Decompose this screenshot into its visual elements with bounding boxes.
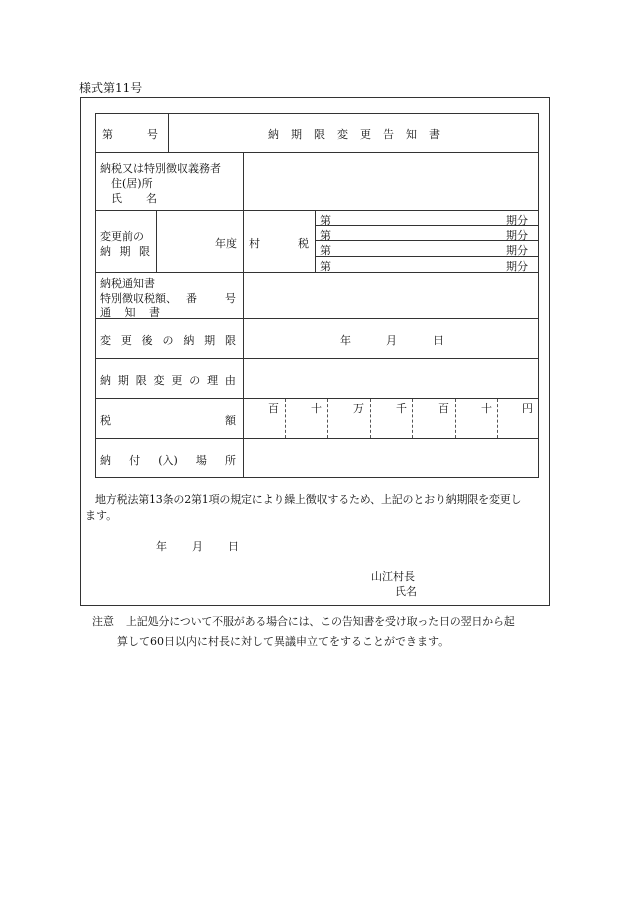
form-title: 納 期 限 変 更 告 知 書 bbox=[268, 128, 440, 141]
new-deadline-year: 年 bbox=[340, 334, 351, 347]
installment-prefix: 第 bbox=[320, 244, 331, 257]
unit-hundred-million: 百 bbox=[268, 402, 279, 415]
tax-amount-label: 税 額 bbox=[100, 414, 236, 427]
row-divider bbox=[95, 358, 539, 359]
installment-suffix: 期分 bbox=[506, 244, 528, 257]
installment-prefix: 第 bbox=[320, 214, 331, 227]
statement-line-1: 地方税法第13条の2第1項の規定により繰上徴収するため、上記のとおり納期限を変更し bbox=[95, 493, 522, 506]
installment-suffix: 期分 bbox=[506, 214, 528, 227]
installment-suffix: 期分 bbox=[506, 260, 528, 273]
issuer-name: 氏名 bbox=[395, 585, 417, 598]
name-label: 氏 名 bbox=[111, 192, 157, 205]
col-divider bbox=[315, 210, 316, 272]
notification-label: 通 知 書 bbox=[100, 306, 160, 319]
fiscal-year-label: 年度 bbox=[215, 237, 237, 250]
col-divider bbox=[156, 210, 157, 272]
notice-number-label-2: 番 号 bbox=[186, 292, 236, 305]
special-collection-label: 特別徴収税額、 bbox=[100, 292, 177, 305]
installment-prefix: 第 bbox=[320, 229, 331, 242]
note-line-1: 上記処分について不服がある場合には、この告知書を受け取った日の翌日から起 bbox=[126, 615, 515, 628]
digit-separator bbox=[497, 399, 498, 438]
unit-thousand: 千 bbox=[396, 402, 407, 415]
row-divider bbox=[95, 398, 539, 399]
digit-separator bbox=[285, 399, 286, 438]
unit-yen: 円 bbox=[522, 402, 533, 415]
digit-separator bbox=[327, 399, 328, 438]
village-tax-label: 村 税 bbox=[249, 237, 309, 250]
col-divider bbox=[243, 152, 244, 478]
reason-label: 納 期 限 変 更 の 理 由 bbox=[100, 374, 236, 387]
digit-separator bbox=[455, 399, 456, 438]
taxpayer-label: 納税又は特別徴収義務者 bbox=[100, 162, 221, 175]
payment-place-label: 納 付 (入) 場 所 bbox=[100, 454, 236, 467]
row-divider bbox=[95, 152, 539, 153]
row-divider bbox=[95, 272, 539, 273]
issue-date-day: 日 bbox=[228, 540, 239, 553]
issue-date-month: 月 bbox=[192, 540, 203, 553]
issuer-title: 山江村長 bbox=[371, 570, 415, 583]
before-change-label: 変更前の bbox=[100, 230, 144, 243]
installment-prefix: 第 bbox=[320, 260, 331, 273]
before-deadline-label: 納 期 限 bbox=[100, 245, 150, 258]
form-number-label: 様式第11号 bbox=[79, 81, 143, 95]
unit-hundred: 百 bbox=[438, 402, 449, 415]
installment-suffix: 期分 bbox=[506, 229, 528, 242]
note-line-2: 算して60日以内に村長に対して異議申立てをすることができます。 bbox=[117, 635, 450, 648]
new-deadline-day: 日 bbox=[433, 334, 444, 347]
notice-number-label: 第 号 bbox=[102, 128, 158, 141]
unit-ten: 十 bbox=[481, 402, 492, 415]
note-label: 注意 bbox=[92, 615, 114, 628]
row-divider bbox=[95, 210, 539, 211]
digit-separator bbox=[370, 399, 371, 438]
address-label: 住(居)所 bbox=[111, 177, 153, 190]
new-deadline-month: 月 bbox=[386, 334, 397, 347]
tax-notice-label: 納税通知書 bbox=[100, 277, 155, 290]
after-change-label: 変 更 後 の 納 期 限 bbox=[100, 334, 236, 347]
row-divider bbox=[95, 438, 539, 439]
row-divider bbox=[95, 318, 539, 319]
unit-ten-million: 十 bbox=[311, 402, 322, 415]
statement-line-2: ます。 bbox=[85, 509, 118, 522]
col-divider bbox=[168, 113, 169, 152]
digit-separator bbox=[412, 399, 413, 438]
unit-ten-thousand: 万 bbox=[353, 402, 364, 415]
issue-date-year: 年 bbox=[156, 540, 167, 553]
